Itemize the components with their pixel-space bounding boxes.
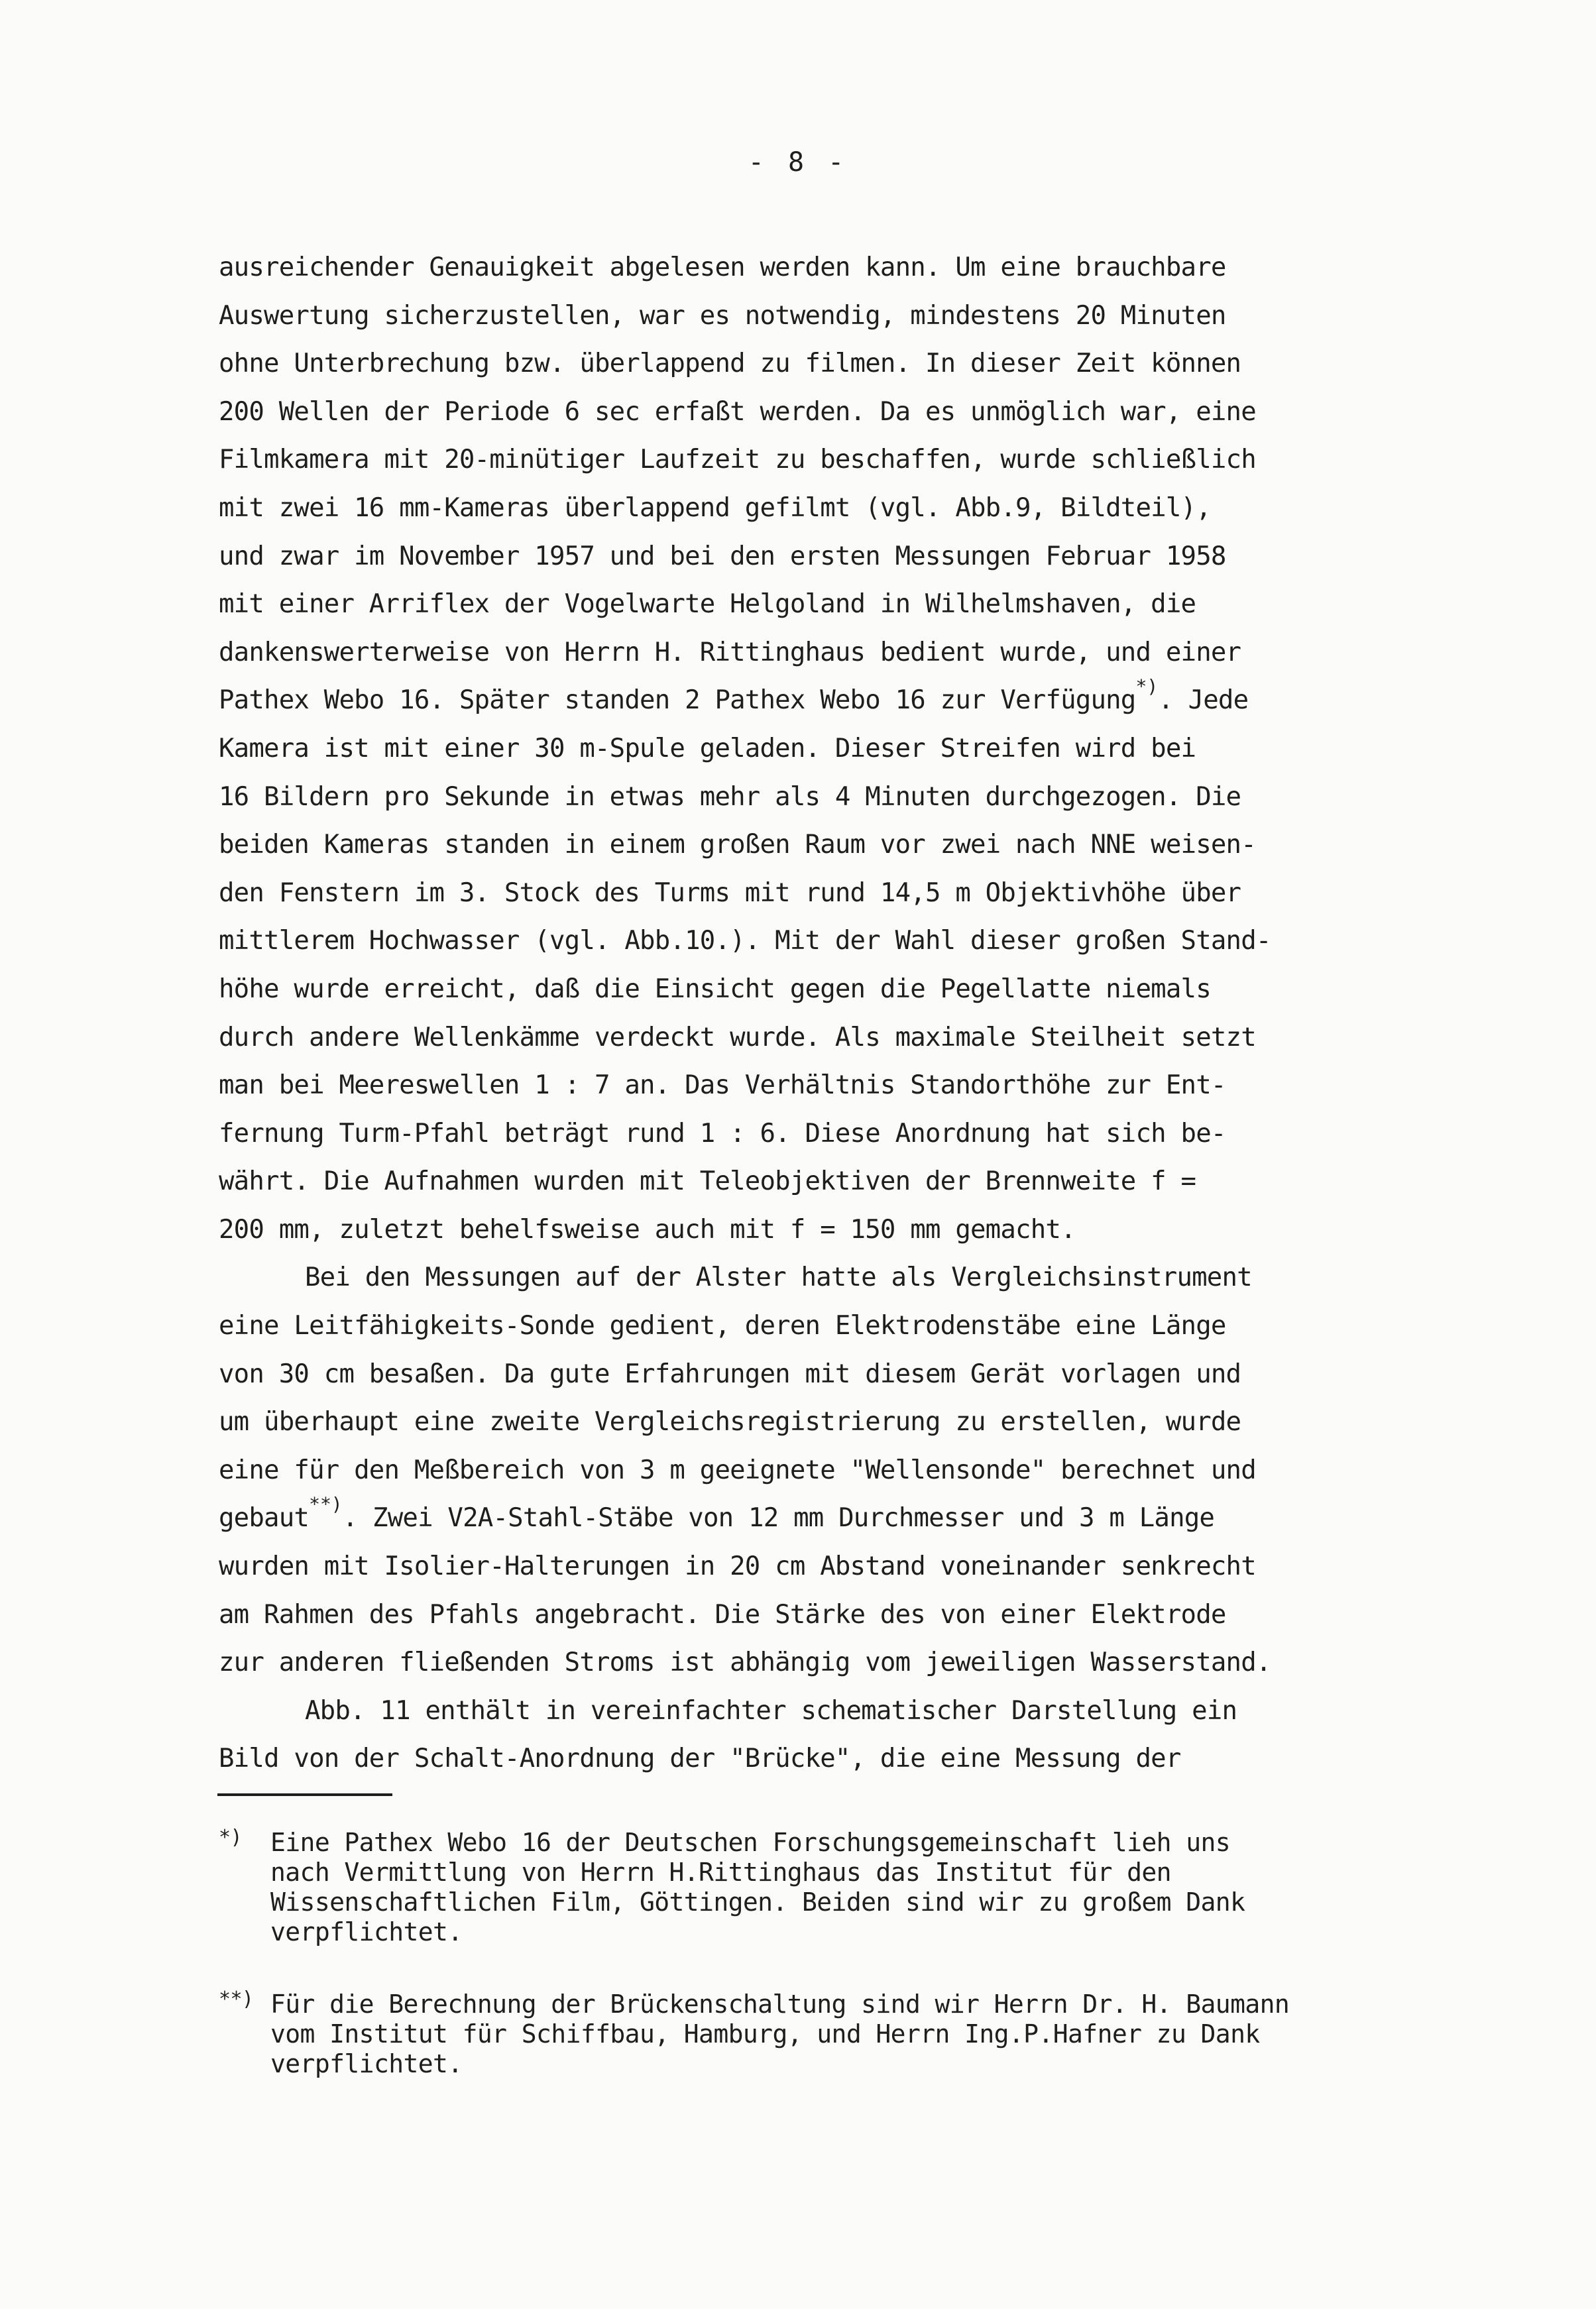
paragraph-start-line: Abb. 11 enthält in vereinfachter schematischer Darstellung ein [305, 1695, 1237, 1726]
footnote-line: verpflichtet. [270, 2049, 463, 2078]
footnote-line: vom Institut für Schiffbau, Hamburg, und Herrn Ing.P.Hafner zu Dank [270, 2019, 1260, 2049]
page-number: - 8 - [748, 147, 848, 178]
body-line: 16 Bildern pro Sekunde in etwas mehr als 4 Minuten durchgezogen. Die [219, 781, 1241, 812]
text-segment: . Zwei V2A-Stahl-Stäbe von 12 mm Durchmesser und 3 m Länge [342, 1503, 1215, 1534]
body-line: währt. Die Aufnahmen wurden mit Teleobjektiven der Brennweite f = [219, 1166, 1196, 1197]
paragraph-start-line: Bei den Messungen auf der Alster hatte als Vergleichsinstrument [305, 1263, 1252, 1293]
footnote-1 [219, 1828, 1544, 1947]
footnote-separator [217, 1793, 392, 1796]
body-line-with-footnote-ref [219, 1494, 1518, 1543]
body-line: am Rahmen des Pfahls angebracht. Die Stärke des von einer Elektrode [219, 1599, 1226, 1630]
body-line: mittlerem Hochwasser (vgl. Abb.10.). Mit der Wahl dieser großen Stand- [219, 926, 1271, 956]
body-line: mit zwei 16 mm-Kameras überlappend gefilmt (vgl. Abb.9, Bildteil), [219, 492, 1211, 523]
body-line: ohne Unterbrechung bzw. überlappend zu filmen. In dieser Zeit können [219, 349, 1241, 379]
body-line: eine für den Meßbereich von 3 m geeignete "Wellensonde" berechnet und [219, 1455, 1256, 1485]
body-line: Filmkamera mit 20-minütiger Laufzeit zu beschaffen, wurde schließlich [219, 445, 1256, 475]
body-line: und zwar im November 1957 und bei den ersten Messungen Februar 1958 [219, 541, 1226, 571]
footnote-line: Wissenschaftlichen Film, Göttingen. Beiden sind wir zu großem Dank [270, 1887, 1245, 1917]
body-line: Kamera ist mit einer 30 m-Spule geladen. Dieser Streifen wird bei [219, 733, 1196, 763]
body-line-with-footnote-ref [219, 677, 1518, 725]
body-line: dankenswerterweise von Herrn H. Rittinghaus bedient wurde, und einer [219, 637, 1241, 667]
body-line: eine Leitfähigkeits-Sonde gedient, deren Elektrodenstäbe eine Länge [219, 1311, 1226, 1341]
footnote-line: Für die Berechnung der Brückenschaltung sind wir Herrn Dr. H. Baumann [270, 1990, 1290, 2019]
body-line: zur anderen fließenden Stroms ist abhängig vom jeweiligen Wasserstand. [219, 1648, 1271, 1678]
body-line: Auswertung sicherzustellen, war es notwendig, mindestens 20 Minuten [219, 300, 1226, 331]
footnote-line: nach Vermittlung von Herrn H.Rittinghaus das Institut für den [270, 1858, 1171, 1887]
body-line: beiden Kameras standen in einem großen Raum vor zwei nach NNE weisen- [219, 830, 1256, 860]
body-line: um überhaupt eine zweite Vergleichsregistrierung zu erstellen, wurde [219, 1407, 1241, 1437]
body-line: man bei Meereswellen 1 : 7 an. Das Verhältnis Standorthöhe zur Ent- [219, 1070, 1226, 1101]
footnote-line: verpflichtet. [270, 1917, 463, 1946]
footnote-ref-2: **) [309, 1493, 343, 1516]
body-line: 200 mm, zuletzt behelfsweise auch mit f = 150 mm gemacht. [219, 1214, 1076, 1245]
body-line: durch andere Wellenkämme verdeckt wurde. Als maximale Steilheit setzt [219, 1022, 1256, 1052]
body-line: mit einer Arriflex der Vogelwarte Helgoland in Wilhelmshaven, die [219, 589, 1196, 620]
footnote-2 [219, 1990, 1544, 2079]
body-line: 200 Wellen der Periode 6 sec erfaßt werden. Da es unmöglich war, eine [219, 396, 1256, 427]
footnote-line: Eine Pathex Webo 16 der Deutschen Forschungsgemeinschaft lieh uns [270, 1828, 1231, 1857]
body-line: von 30 cm besaßen. Da gute Erfahrungen mit diesem Gerät vorlagen und [219, 1359, 1241, 1389]
footnote-marker: **) [219, 1988, 254, 2011]
footnote-marker: *) [219, 1826, 242, 1849]
body-line: wurden mit Isolier-Halterungen in 20 cm Abstand voneinander senkrecht [219, 1551, 1256, 1582]
body-line: fernung Turm-Pfahl beträgt rund 1 : 6. Diese Anordnung hat sich be- [219, 1118, 1226, 1149]
text-segment: gebaut [219, 1503, 310, 1534]
body-line: ausreichender Genauigkeit abgelesen werden kann. Um eine brauchbare [219, 253, 1226, 282]
text-segment: . Jede [1158, 685, 1249, 716]
footnote-ref-1: *) [1135, 675, 1159, 698]
body-line: den Fenstern im 3. Stock des Turms mit rund 14,5 m Objektivhöhe über [219, 877, 1241, 908]
body-text [219, 244, 1518, 1783]
text-segment: Pathex Webo 16. Später standen 2 Pathex Webo 16 zur Verfügung [219, 685, 1136, 716]
body-line: höhe wurde erreicht, daß die Einsicht gegen die Pegellatte niemals [219, 974, 1211, 1004]
body-line: Bild von der Schalt-Anordnung der "Brücke", die eine Messung der [219, 1744, 1181, 1774]
